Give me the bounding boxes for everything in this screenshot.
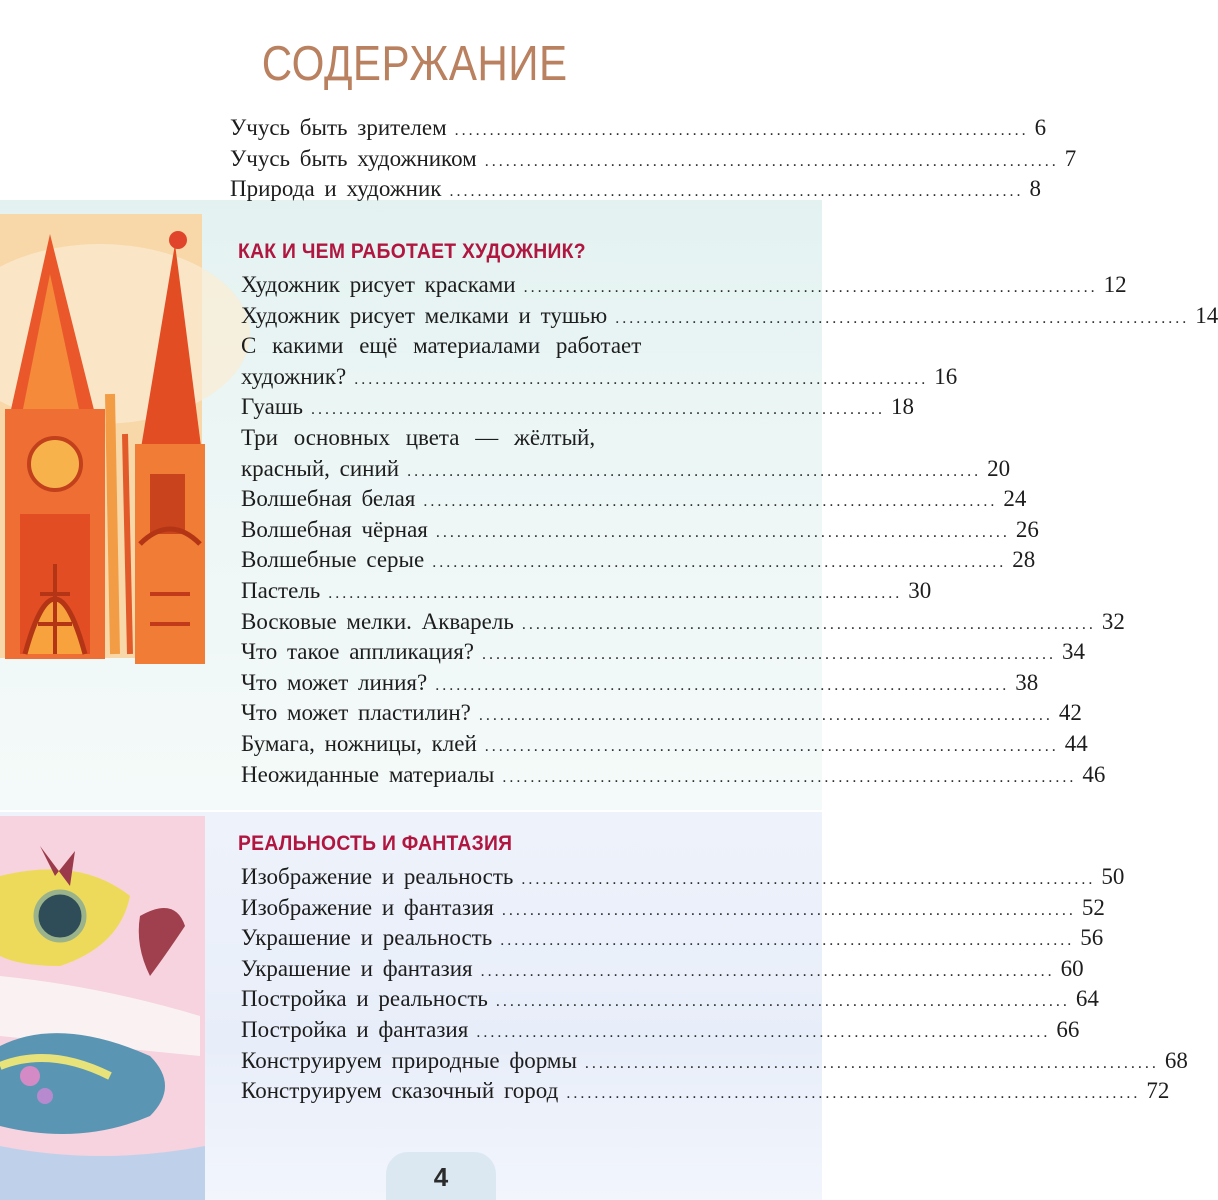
toc-page-number: 20 [987,455,1011,481]
toc-page-number: 68 [1164,1047,1188,1073]
toc-entry[interactable] [241,575,932,607]
section-heading: РЕАЛЬНОСТЬ И ФАНТАЗИЯ [238,832,513,855]
toc-page-number: 7 [1064,145,1077,171]
toc-entry-title: Конструируем природные формы [241,1047,577,1073]
dot-leader: .................................................................................. [311,401,886,419]
dot-leader: .................................................................................. [615,309,1190,327]
toc-entry-title: Учусь быть художником [230,145,477,171]
toc-page-number: 12 [1103,272,1127,297]
toc-entry[interactable] [241,697,1082,729]
toc-entry[interactable] [241,514,1039,546]
toc-entry-title: Природа и художник [230,176,442,201]
toc-page-number: 32 [1101,608,1125,634]
toc-entry[interactable] [241,391,915,423]
toc-entry-title: Украшение и реальность [241,925,493,951]
toc-page-number: 56 [1080,925,1104,951]
page-number: 4 [433,1162,449,1192]
dot-leader: .................................................................................. [407,462,982,480]
dot-leader: .................................................................................. [435,676,1010,694]
toc-entry[interactable] [241,269,1127,301]
toc-page-number: 52 [1081,894,1105,920]
toc-entry[interactable] [241,300,1218,332]
toc-entry-title: Восковые мелки. Акварель [241,608,514,634]
page-title: СОДЕРЖАНИЕ [261,37,568,91]
toc-entry-line [241,330,801,362]
toc-entry[interactable] [241,1045,1188,1077]
toc-entry-title: Что может линия? [241,669,428,695]
toc-entry-title: Пастель [241,578,321,603]
toc-entry-title: Художник рисует красками [241,272,516,297]
toc-entry-title: Что такое аппликация? [241,639,474,665]
dot-leader: .................................................................................. [584,1054,1159,1072]
toc-page-number: 38 [1015,669,1039,695]
toc-entry-title: Волшебные серые [241,547,425,573]
toc-page-number: 8 [1029,176,1041,201]
toc-entry-title: Учусь быть зрителем [230,115,447,140]
toc-entry-title: Гуашь [241,394,304,420]
toc-entry-title: красный, синий [241,455,400,481]
toc-page-number: 60 [1060,955,1084,981]
dot-leader: .................................................................................. [449,183,1024,200]
toc-entry[interactable] [241,361,958,393]
toc-entry-title: С какими ещё материалами работает [241,333,642,359]
dot-leader: .................................................................................. [435,523,1010,541]
dot-leader: .................................................................................. [566,1085,1141,1103]
dot-leader: .................................................................................. [523,279,1098,296]
toc-page-number: 46 [1082,761,1106,787]
toc-entry-title: Художник рисует мелками и тушью [241,302,608,328]
toc-page-number: 6 [1034,115,1047,140]
toc-page-number: 72 [1146,1078,1170,1104]
dot-leader: .................................................................................. [495,993,1070,1011]
toc-entry[interactable] [241,606,1125,638]
fish-painting-illustration [0,816,205,1200]
toc-entry-title: Украшение и фантазия [241,955,473,981]
toc-entry[interactable] [241,667,1039,699]
toc-page-number: 18 [891,394,915,420]
dot-leader: .................................................................................. [501,901,1076,919]
dot-leader: .................................................................................. [328,585,903,602]
toc-entry-title: Конструируем сказочный город [241,1078,559,1104]
toc-entry-title: художник? [241,363,347,389]
toc-entry-title: Постройка и реальность [241,986,488,1012]
section-heading: КАК И ЧЕМ РАБОТАЕТ ХУДОЖНИК? [238,240,586,263]
toc-page-number: 42 [1058,700,1082,726]
toc-entry-title: Неожиданные материалы [241,761,495,787]
dot-leader: .................................................................................. [481,646,1056,664]
toc-entry[interactable] [241,636,1085,668]
dot-leader: .................................................................................. [484,738,1059,755]
toc-entry[interactable] [241,453,1011,485]
toc-entry[interactable] [241,953,1084,985]
toc-page-number: 34 [1061,639,1085,665]
dot-leader: .................................................................................. [354,370,929,388]
toc-page-number: 30 [908,578,932,603]
dot-leader: .................................................................................. [432,554,1007,572]
dot-leader: .................................................................................. [423,493,998,511]
toc-page-number: 66 [1056,1017,1080,1042]
toc-page-number: 24 [1003,486,1027,512]
toc-entry-title: Постройка и фантазия [241,1017,469,1042]
toc-entry[interactable] [241,759,1106,791]
toc-entry[interactable] [230,173,1041,205]
toc-entry[interactable] [241,483,1027,515]
dot-leader: .................................................................................. [480,962,1055,980]
toc-entry[interactable] [230,143,1077,175]
toc-entry-title: Волшебная белая [241,486,416,512]
toc-entry-title: Три основных цвета — жёлтый, [241,425,596,450]
toc-page-number: 64 [1075,986,1099,1012]
toc-entry[interactable] [241,544,1036,576]
dot-leader: .................................................................................. [502,768,1077,786]
toc-page-number: 14 [1195,302,1218,328]
toc-entry[interactable] [241,922,1104,954]
toc-entry-title: Бумага, ножницы, клей [241,731,477,756]
dot-leader: .................................................................................. [478,707,1053,725]
toc-entry[interactable] [241,892,1105,924]
toc-entry[interactable] [241,1075,1170,1107]
dot-leader: .................................................................................. [521,615,1096,633]
toc-entry-title: Изображение и реальность [241,864,514,889]
toc-entry-line [241,422,801,454]
toc-page-number: 28 [1012,547,1036,573]
dot-leader: .................................................................................. [476,1024,1051,1041]
toc-page-number: 50 [1101,864,1125,889]
dot-leader: .................................................................................. [521,871,1096,888]
toc-entry[interactable] [241,1014,1080,1046]
dot-leader: .................................................................................. [500,932,1075,950]
toc-entry[interactable] [241,983,1099,1015]
dot-leader: .................................................................................. [454,122,1029,139]
toc-page-number: 26 [1015,516,1039,542]
toc-entry[interactable] [241,728,1088,760]
toc-entry[interactable] [241,861,1125,893]
toc-entry-title: Изображение и фантазия [241,894,494,920]
dot-leader: .................................................................................. [484,152,1059,170]
toc-entry-title: Волшебная чёрная [241,516,428,542]
toc-entry[interactable] [230,112,1047,144]
castle-painting-illustration [0,214,202,658]
toc-entry-title: Что может пластилин? [241,700,471,726]
toc-page-number: 16 [934,363,958,389]
toc-page-number: 44 [1064,731,1088,756]
